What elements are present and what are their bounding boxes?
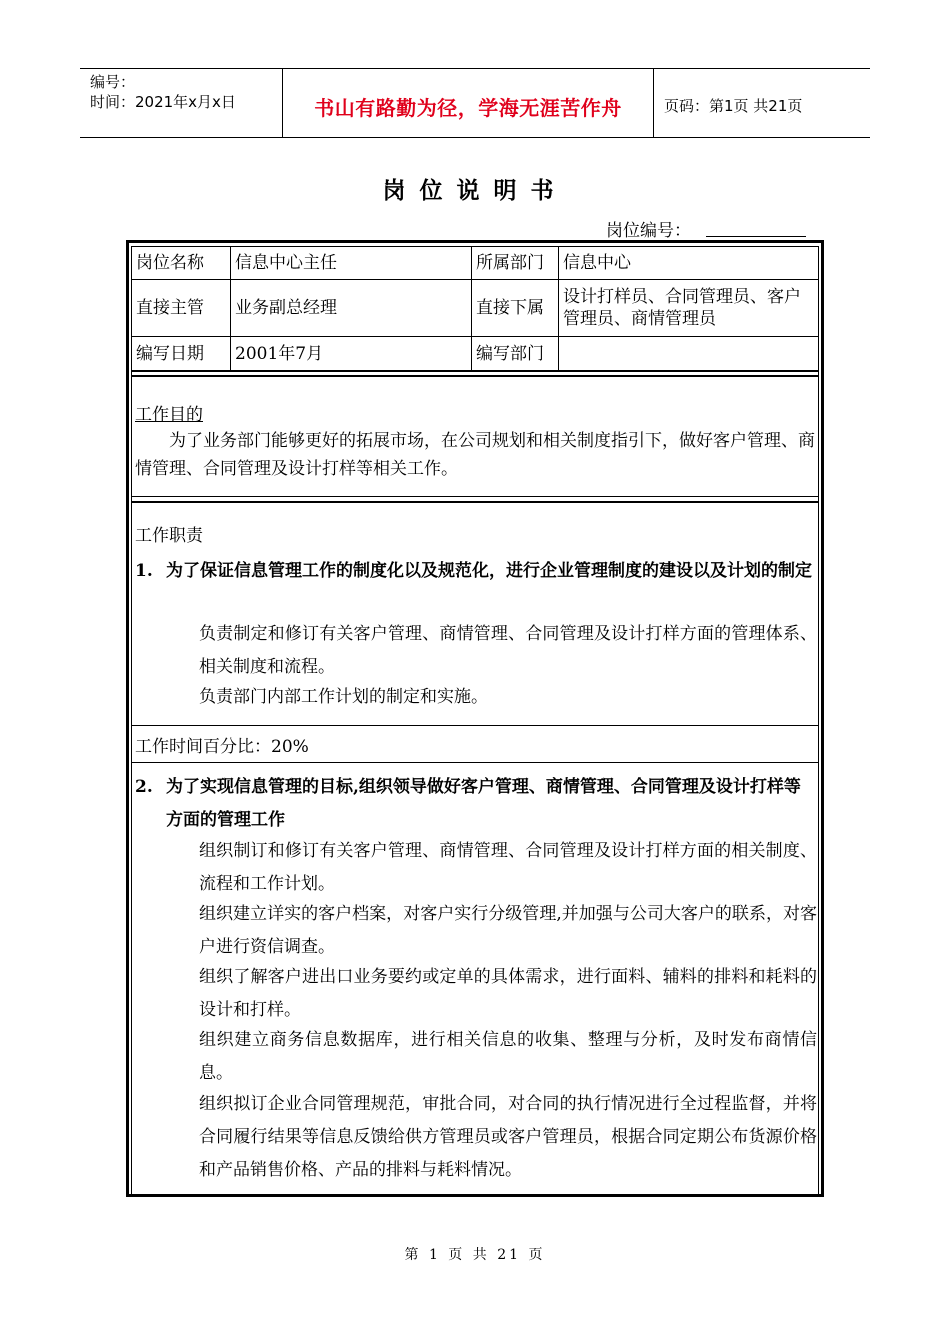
page-footer: 第 1 页 共 21 页 — [404, 1247, 546, 1263]
page-info: 页码：第1页 共21页 — [664, 97, 803, 115]
list-item — [163, 618, 817, 684]
position-number-blank — [706, 236, 806, 237]
info-row — [132, 247, 819, 280]
list-item-text: 组织建立商务信息数据库，进行相关信息的收集、整理与分析，及时发布商情信息。 — [199, 1030, 817, 1083]
list-item-text: 负责部门内部工作计划的制定和实施。 — [199, 687, 488, 707]
value-cell: 信息中心主任 — [231, 247, 472, 280]
section-divider — [131, 370, 819, 377]
list-item — [163, 1024, 817, 1090]
purpose-text: 为了业务部门能够更好的拓展市场，在公司规划和相关制度指引下，做好客户管理、商情管理、合同管理及设计打样等相关工作。 — [135, 431, 815, 479]
list-item — [163, 898, 817, 964]
value-cell: 2001年7月 — [231, 337, 472, 372]
time-label: 时间：2021年x月x日 — [90, 93, 236, 111]
value-cell: 业务副总经理 — [231, 280, 472, 337]
duty-title — [135, 771, 817, 837]
list-item-text: 组织了解客户进出口业务要约或定单的具体需求，进行面料、辅料的排料和耗料的设计和打样。 — [199, 967, 817, 1020]
duty-title-text: 为了实现信息管理的目标,组织领导做好客户管理、商情管理、合同管理及设计打样等方面的管理工作 — [166, 777, 801, 830]
page-header — [80, 68, 870, 138]
motto-text: 书山有路勤为径，学海无涯苦作舟 — [314, 96, 622, 120]
duty-number: 2. — [135, 777, 153, 797]
duty-title — [135, 555, 817, 588]
list-item — [163, 835, 817, 901]
purpose-heading: 工作目的 — [135, 405, 203, 425]
position-number-label: 岗位编号： — [606, 221, 691, 241]
document-title: 岗位说明书 — [382, 178, 568, 204]
duties-heading: 工作职责 — [135, 526, 203, 546]
list-item-text: 组织拟订企业合同管理规范，审批合同，对合同的执行情况进行全过程监督，并将合同履行结果等信息反馈给供方管理员或客户管理员，根据合同定期公布货源价格和产品销售价格、产品的排料与耗料情况。 — [199, 1094, 817, 1180]
list-item-text: 组织建立详实的客户档案，对客户实行分级管理,并加强与公司大客户的联系，对客户进行资信调查。 — [199, 904, 817, 957]
section-divider — [131, 496, 819, 503]
info-row — [132, 280, 819, 337]
list-item-text: 负责制定和修订有关客户管理、商情管理、合同管理及设计打样方面的管理体系、相关制度和流程。 — [199, 624, 817, 677]
list-item — [163, 681, 817, 714]
value-cell: 信息中心 — [559, 247, 819, 280]
label-cell: 所属部门 — [472, 247, 559, 280]
label-cell: 编写日期 — [132, 337, 231, 372]
label-cell: 编写部门 — [472, 337, 559, 372]
info-row — [132, 337, 819, 372]
duty-title-text: 为了保证信息管理工作的制度化以及规范化，进行企业管理制度的建设以及计划的制定 — [166, 561, 812, 581]
row-divider — [131, 725, 819, 726]
label-cell: 直接主管 — [132, 280, 231, 337]
list-item — [163, 961, 817, 1027]
value-cell — [559, 337, 819, 372]
header-page-cell — [654, 69, 870, 137]
header-left-cell — [80, 69, 283, 137]
header-motto-cell — [283, 69, 654, 137]
label-cell: 岗位名称 — [132, 247, 231, 280]
value-cell: 设计打样员、合同管理员、客户管理员、商情管理员 — [559, 280, 819, 337]
list-item — [163, 1088, 817, 1187]
time-percent: 工作时间百分比：20% — [135, 737, 309, 757]
duty-number: 1. — [135, 561, 153, 581]
info-table — [131, 246, 819, 372]
row-divider — [131, 762, 819, 763]
code-label: 编号： — [90, 73, 136, 91]
list-item-text: 组织制订和修订有关客户管理、商情管理、合同管理及设计打样方面的相关制度、流程和工作计划。 — [199, 841, 817, 894]
label-cell: 直接下属 — [472, 280, 559, 337]
